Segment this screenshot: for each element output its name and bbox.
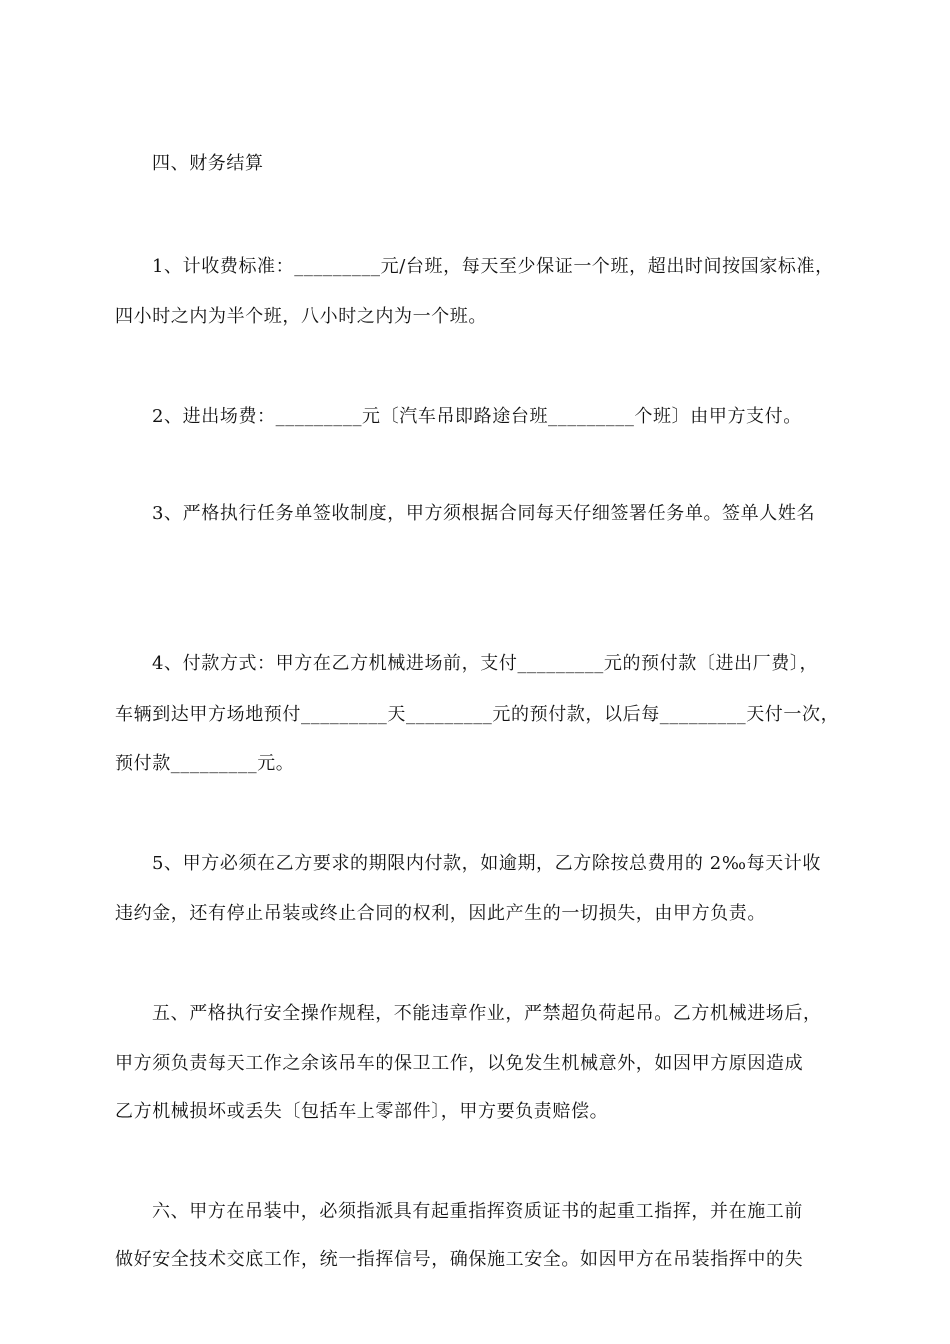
section5-line1: 五、严格执行安全操作规程，不能违章作业，严禁超负荷起吊。乙方机械进场后， [152, 1003, 822, 1024]
item4-line1: 4、付款方式：甲方在乙方机械进场前，支付_________元的预付款〔进出厂费〕， [152, 653, 819, 674]
section-heading-finance: 四、财务结算 [152, 153, 264, 174]
item1-line2: 四小时之内为半个班，八小时之内为一个班。 [115, 306, 487, 327]
item3-line1: 3、严格执行任务单签收制度，甲方须根据合同每天仔细签署任务单。签单人姓名 [152, 503, 816, 524]
section6-line1: 六、甲方在吊装中，必须指派具有起重指挥资质证书的起重工指挥，并在施工前 [152, 1201, 803, 1222]
item5-line2: 违约金，还有停止吊装或终止合同的权利，因此产生的一切损失，由甲方负责。 [115, 903, 766, 924]
item2-line1: 2、进出场费：_________元〔汽车吊即路途台班_________个班〕由甲方支付。 [152, 406, 802, 427]
item4-line3: 预付款_________元。 [115, 753, 295, 774]
item5-line1: 5、甲方必须在乙方要求的期限内付款，如逾期，乙方除按总费用的 2‰每天计收 [152, 853, 821, 874]
section6-line2: 做好安全技术交底工作，统一指挥信号，确保施工安全。如因甲方在吊装指挥中的失 [115, 1249, 804, 1270]
item1-line1: 1、计收费标准：_________元/台班，每天至少保证一个班，超出时间按国家标准， [152, 256, 834, 277]
section5-line2: 甲方须负责每天工作之余该吊车的保卫工作，以免发生机械意外，如因甲方原因造成 [115, 1053, 804, 1074]
item4-line2: 车辆到达甲方场地预付_________天_________元的预付款，以后每_________天付一次， [115, 704, 840, 725]
section5-line3: 乙方机械损坏或丢失〔包括车上零部件〕，甲方要负责赔偿。 [115, 1101, 609, 1122]
